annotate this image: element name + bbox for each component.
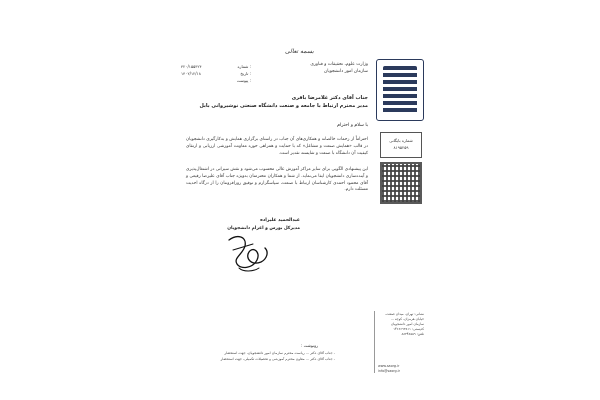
ministry-line: سازمان امور دانشجویان xyxy=(323,69,368,74)
recipient-name: جناب آقای دکتر غلامرضا باقری xyxy=(291,95,368,101)
footer-address xyxy=(378,312,424,337)
meta-attachment-row xyxy=(181,77,251,84)
signatory-title: مدیرکل بورس و اعزام دانشجویان xyxy=(227,226,300,231)
logo-mark-icon xyxy=(383,66,417,114)
footer-divider xyxy=(374,311,375,373)
letter-number-label: شماره : xyxy=(237,64,251,69)
address-line: کدپستی: ۱۴۶۶۶۹۳۸۱۱ xyxy=(393,327,424,331)
letter-meta xyxy=(181,63,251,84)
organization-logo xyxy=(376,59,424,121)
body-paragraph: این پیشنهادی الگویی برای سایر مراکز آموزش عالی محسوب می‌شود و نقش سیراتی در اشتغال‌پذیری و آینده‌سازی دانشجویان ایفا می‌نماید. از شما و همکاران محترمتان به‌ویژه جناب آقای علیرضا رفیعی و آقای محمود احمدی کارشناسان ارتباط با صنعت، سپاسگزارم و توفیق روزافزونتان را از درگاه احدیت مسئلت دارم. xyxy=(186,167,368,193)
copies-label: رونوشت : xyxy=(301,343,318,348)
archive-number-label: شماره بایگانی xyxy=(389,138,413,143)
bismillah-header: بسمه تعالی xyxy=(285,48,314,55)
copy-recipient: - جناب آقای دکتر ... ریاست محترم سازمان امور دانشجویان، جهت استحضار xyxy=(224,351,335,355)
signatory-name: عبدالحمید علیزاده xyxy=(260,218,300,223)
letter-date: ۱۴۰۲/۱۲/۱۸ xyxy=(181,71,201,76)
letter-page xyxy=(175,36,428,380)
archive-number-box xyxy=(380,132,422,158)
ministry-line: وزارت علوم، تحقیقات و فناوری xyxy=(310,62,368,67)
footer-web xyxy=(378,364,424,374)
recipient-block xyxy=(188,95,368,110)
copy-recipient: - جناب آقای دکتر ... معاون محترم آموزشی و تحصیلات تکمیلی، جهت استحضار xyxy=(220,356,335,361)
address-line: تلفن: ۸۸۳۴۸۵۵۹ xyxy=(401,332,424,336)
archive-number-value: ۸۱۹۵۲۵۹ xyxy=(393,145,409,150)
ministry-header xyxy=(258,61,368,75)
meta-number-row xyxy=(181,63,251,70)
greeting: با سلام و احترام xyxy=(337,123,368,128)
letter-date-label: تاریخ : xyxy=(240,71,251,76)
address-line: خیابان هرمزان، کوچه ... xyxy=(390,317,424,321)
recipient-title: مدیر محترم ارتباط با جامعه و صنعت دانشگاه صنعتی نوشیروانی بابل xyxy=(199,102,368,109)
handwritten-signature xyxy=(223,232,273,274)
letter-number: ۴۲۰/۱۵۵۴۲۴ xyxy=(181,64,202,69)
website-link[interactable]: www.saorg.ir xyxy=(378,364,400,368)
address-line: سازمان امور دانشجویان xyxy=(390,322,424,326)
letter-attachment-label: پیوست : xyxy=(236,78,251,83)
meta-date-row xyxy=(181,70,251,77)
copies-list xyxy=(185,351,335,362)
address-line: نشانی: تهران، میدان صنعت، xyxy=(385,312,424,316)
body-paragraph: احتراماً از زحمات خالصانه و همکاری‌های آن جناب در راستای برگزاری همایش و به‌کارگیری دانشجویان در قالب «همایش صنعت و مشاغل» که با حمایت و همراهی حوزه معاونت آموزشی ارزیابی و ارتقای کیفیت آن دانشگاه با صنعت و شایسته تقدیر است. xyxy=(186,137,368,156)
qr-code-icon xyxy=(380,162,422,204)
email-link[interactable]: info@saorg.ir xyxy=(378,369,400,373)
